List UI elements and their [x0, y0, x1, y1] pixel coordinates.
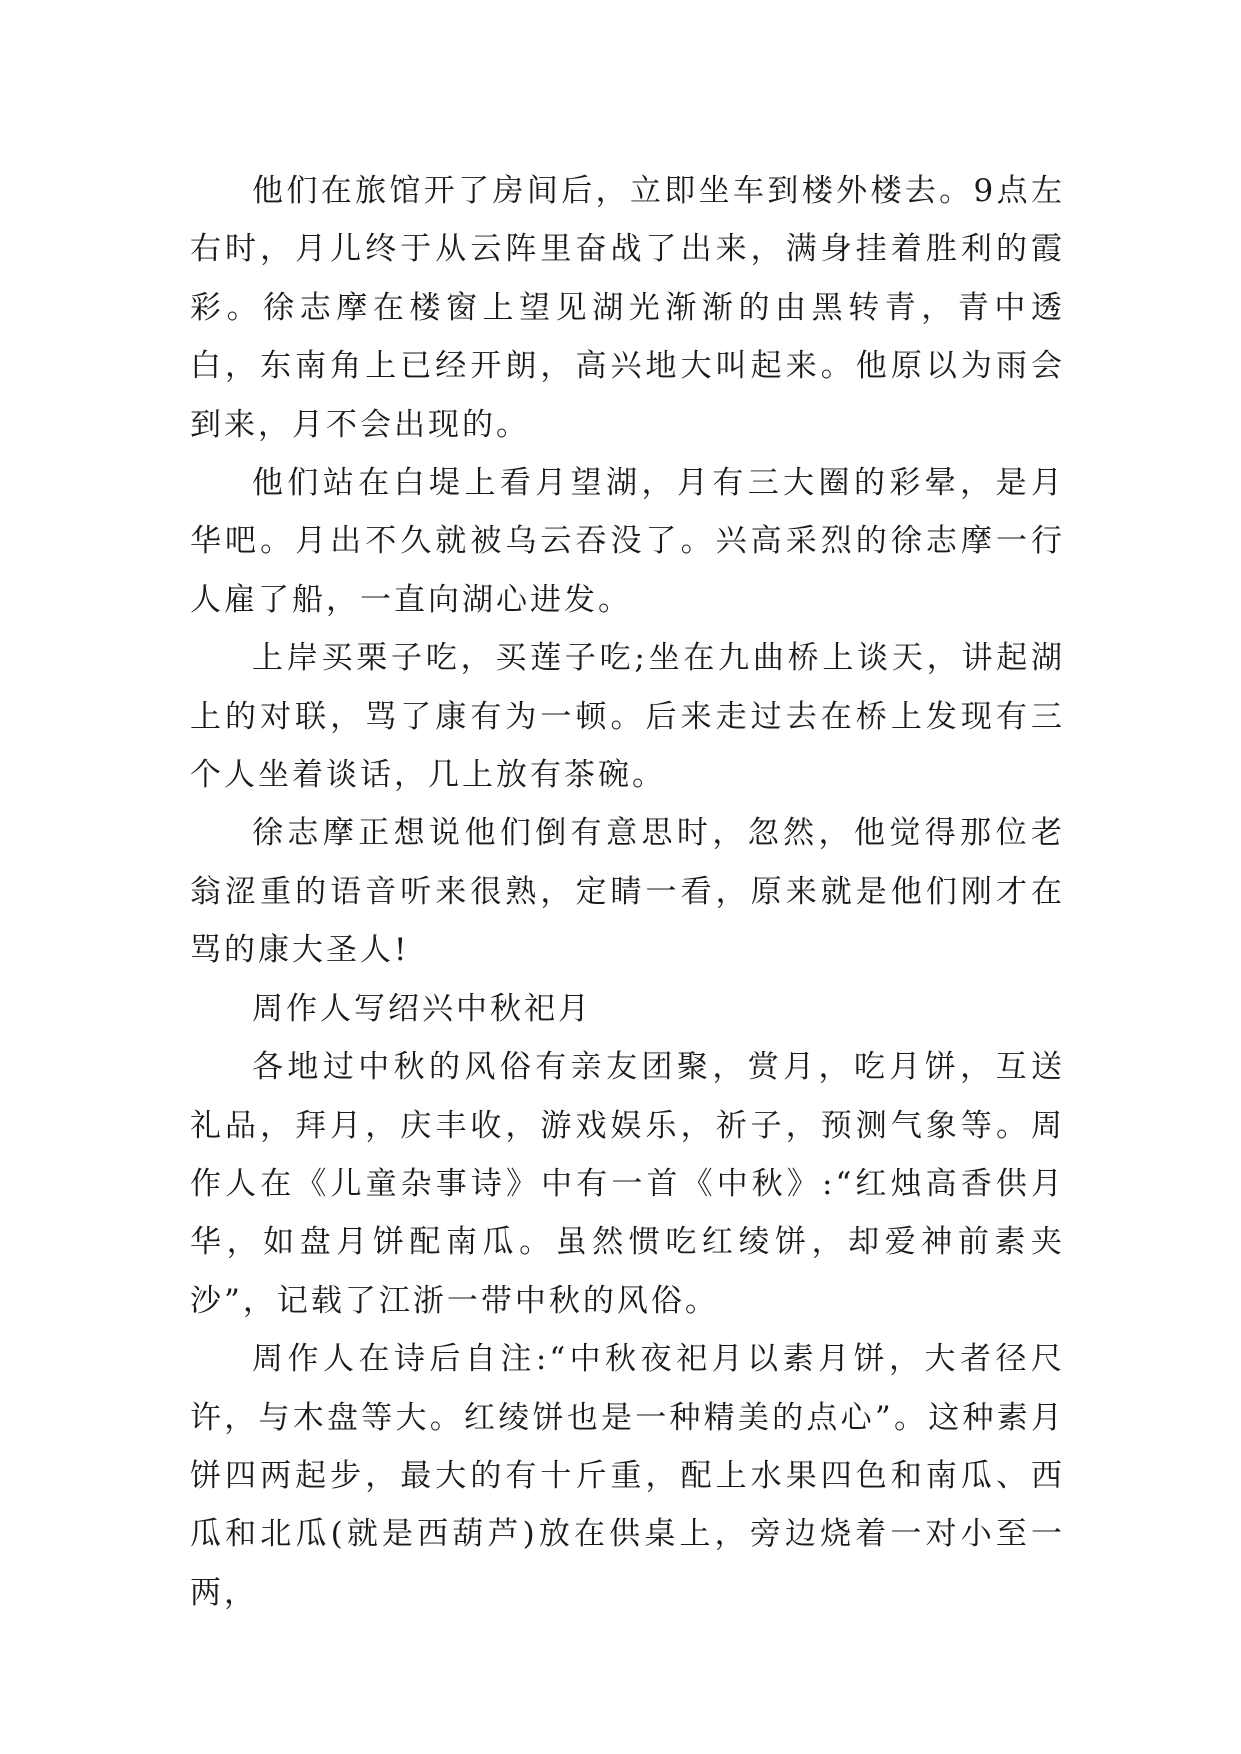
paragraph-4: 徐志摩正想说他们倒有意思时，忽然，他觉得那位老翁涩重的语音听来很熟，定睛一看，原来就是他们刚才在骂的康大圣人!: [190, 815, 1065, 969]
body-text: [190, 162, 1065, 1622]
paragraph-5: 各地过中秋的风俗有亲友团聚，赏月，吃月饼，互送礼品，拜月，庆丰收，游戏娱乐，祈子，预测气象等。周作人在《儿童杂事诗》中有一首《中秋》:“红烛高香供月华，如盘月饼配南瓜。虽然惯吃红绫饼，却爱神前素夹沙”，记载了江浙一带中秋的风俗。: [190, 1049, 1065, 1319]
paragraph-2: 他们站在白堤上看月望湖，月有三大圈的彩晕，是月华吧。月出不久就被乌云吞没了。兴高采烈的徐志摩一行人雇了船，一直向湖心进发。: [190, 465, 1065, 618]
section-heading: 周作人写绍兴中秋祀月: [252, 990, 592, 1027]
paragraph-3: 上岸买栗子吃，买莲子吃;坐在九曲桥上谈天，讲起湖上的对联，骂了康有为一顿。后来走过去在桥上发现有三个人坐着谈话，几上放有茶碗。: [190, 640, 1065, 794]
paragraph-1: 他们在旅馆开了房间后，立即坐车到楼外楼去。9点左右时，月儿终于从云阵里奋战了出来，满身挂着胜利的霞彩。徐志摩在楼窗上望见湖光渐渐的由黑转青，青中透白，东南角上已经开朗，高兴地大叫起来。他原以为雨会到来，月不会出现的。: [190, 173, 1065, 443]
paragraph-6: 周作人在诗后自注:“中秋夜祀月以素月饼，大者径尺许，与木盘等大。红绫饼也是一种精美的点心”。这种素月饼四两起步，最大的有十斤重，配上水果四色和南瓜、西瓜和北瓜(就是西葫芦)放在供桌上，旁边烧着一对小至一两，: [190, 1341, 1065, 1611]
